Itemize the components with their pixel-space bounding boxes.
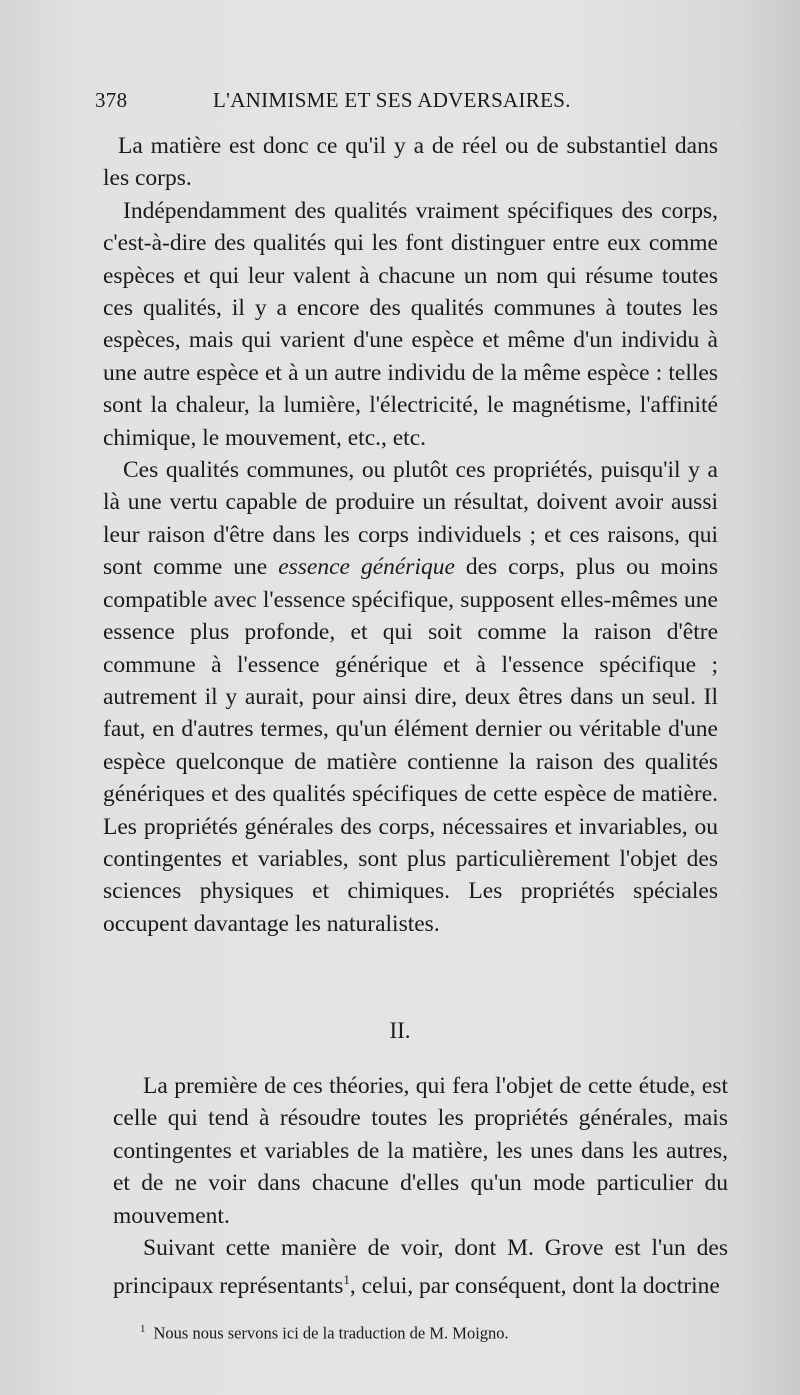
paragraph: La matière est donc ce qu'il y a de réel ou de substantiel dans les corps. (103, 133, 718, 192)
footnote-reference: 1 (343, 1272, 350, 1288)
page-number: 378 (95, 88, 128, 112)
paragraph: Indépendamment des qualités vraiment spécifiques des corps, c'est-à-dire des qualités qui les font distinguer entre eux comme espèces et qui leur valent à chacune un nom qui résume toutes ces qualités, il y a encore des qualités communes à toutes les espèces, mais qui varient d'une espèce et même d'un individu à une autre espèce et à un autre individu de la même espèce : telles sont la chaleur, la lumière, l'électricité, le magnétisme, l'affinité chimique, le mouvement, etc., etc. (103, 197, 718, 451)
footnote-text: Nous nous servons ici de la traduction de M. Moigno. (153, 1323, 509, 1343)
section-heading: II. (389, 1018, 411, 1043)
italic-term: essence générique (278, 554, 455, 581)
paragraph: La première de ces théories, qui fera l'objet de cette étude, est celle qui tend à résoudre toutes les propriétés générales, mais contingentes et variables de la matière, les unes dans les autres, et de ne voir dans chacune d'elles qu'un mode particulier du mouvement. (113, 1073, 728, 1229)
section-body-text (113, 1070, 728, 1303)
body-text (103, 130, 718, 940)
paragraph: Ces qualités communes, ou plutôt ces propriétés, puisqu'il y a là une vertu capable de produire un résultat, doivent avoir aussi leur raison d'être dans les corps individuels ; et ces raisons, qui sont comme une essence générique des corps, plus ou moins compatible avec l'essence spécifique, supposent elles-mêmes une essence plus profonde, et qui soit comme la raison d'être commune à l'essence générique et à l'essence spécifique ; autrement il y aurait, pour ainsi dire, deux êtres dans un seul. Il faut, en d'autres termes, qu'un élément dernier ou véritable d'une espèce quelconque de matière contienne la raison des qualités génériques et des qualités spécifiques de cette espèce de matière. Les propriétés générales des corps, nécessaires et invariables, ou contingentes et variables, sont plus particulièrement l'objet des sciences physiques et chimiques. Les propriétés spéciales occupent davantage les naturalistes. (103, 457, 718, 937)
paragraph: Suivant cette manière de voir, dont M. Grove est l'un des principaux représentants$^1$, celui, par conséquent, dont la doctrine (113, 1235, 728, 1300)
running-title: L'ANIMISME ET SES ADVERSAIRES. (213, 88, 571, 112)
footnote (140, 1323, 509, 1344)
footnote-marker: 1 (140, 1323, 146, 1335)
